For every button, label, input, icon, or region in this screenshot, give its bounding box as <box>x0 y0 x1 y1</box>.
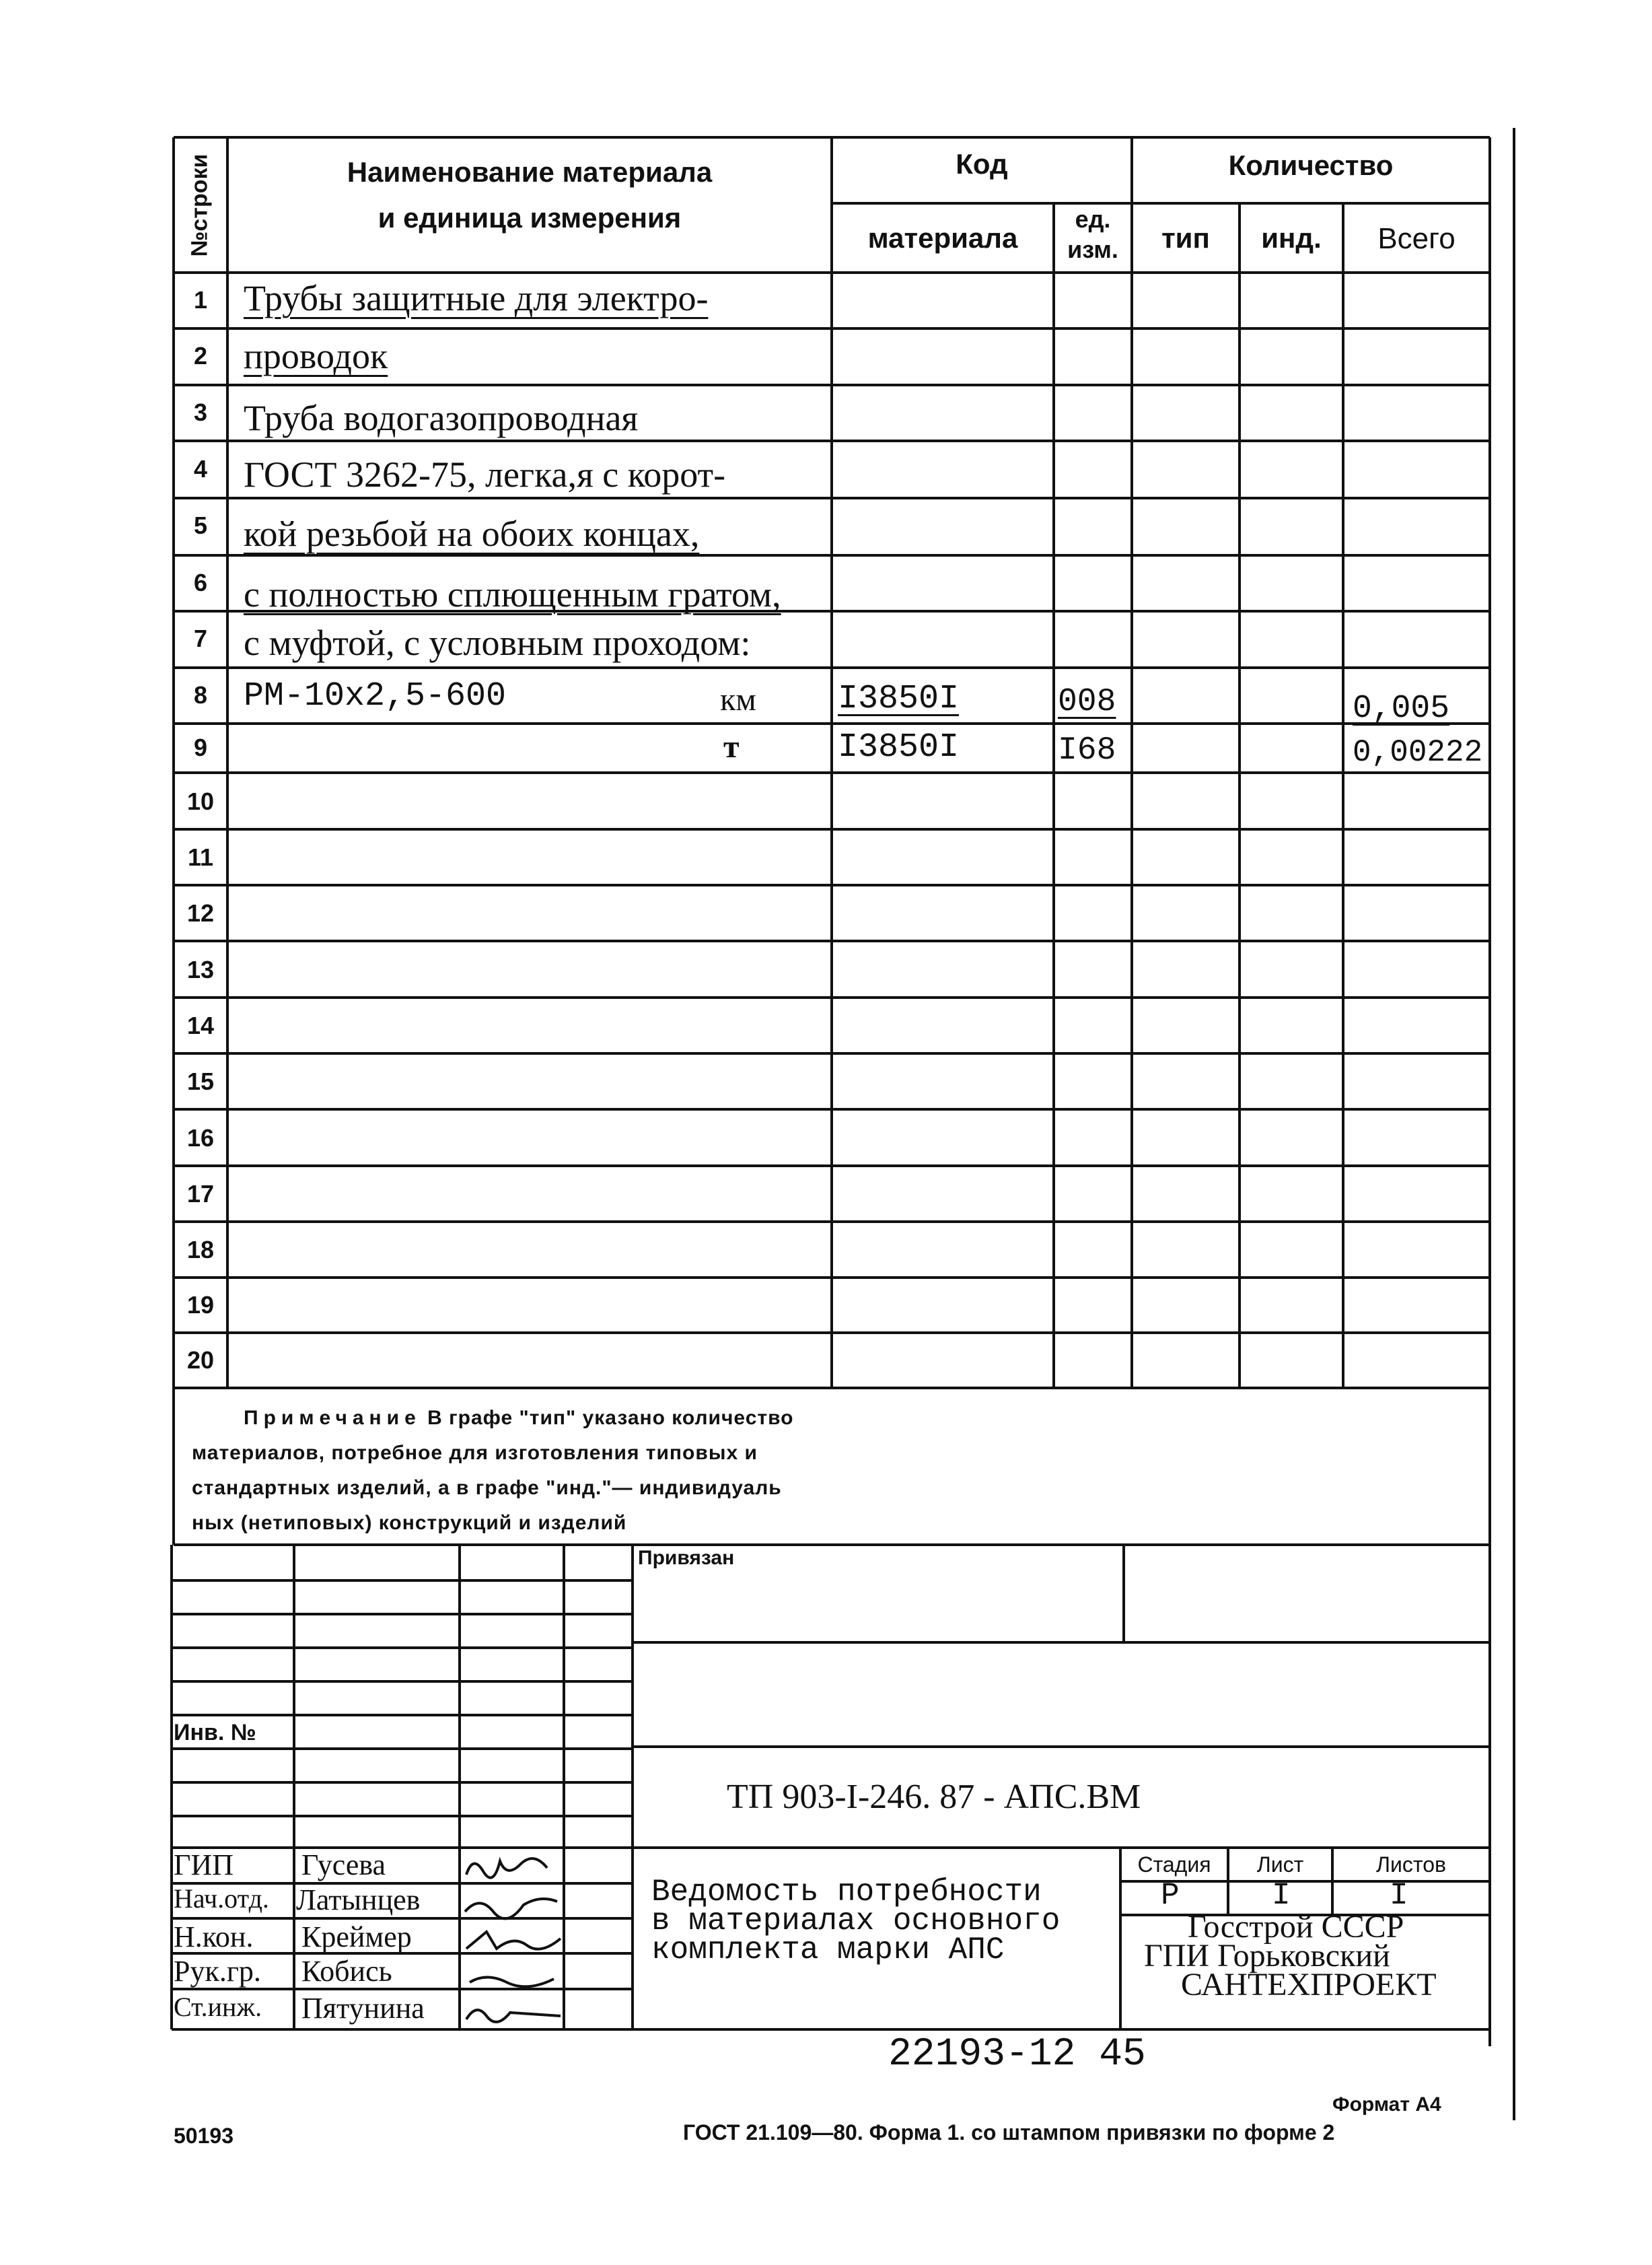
type-header: тип <box>1161 222 1210 254</box>
row-number: 20 <box>186 1346 215 1374</box>
sheets-label: Листов <box>1376 1852 1446 1877</box>
signer-name: Латынцев <box>296 1883 421 1916</box>
row-number: 12 <box>186 899 215 927</box>
row-number: 13 <box>186 956 215 983</box>
privyazan-label: Привязан <box>638 1547 735 1569</box>
signature-mark <box>466 1932 561 1949</box>
sheet-title-line1: Ведомость потребности <box>651 1875 1042 1910</box>
row-number: 19 <box>186 1291 215 1319</box>
inventory-number-label: Инв. № <box>174 1720 256 1745</box>
signature-mark <box>465 1899 557 1918</box>
row-unit-code: 008 <box>1058 684 1116 720</box>
row-number: 10 <box>186 788 215 815</box>
signatures <box>460 1848 564 2029</box>
row-unit-code: I68 <box>1058 732 1116 769</box>
row-number: 1 <box>193 286 208 314</box>
row-total: 0,005 <box>1353 691 1450 727</box>
row-no-header: №строки <box>186 153 213 257</box>
row-name: проводок <box>244 336 388 376</box>
row-number: 14 <box>186 1012 215 1039</box>
row-number: 7 <box>193 625 208 652</box>
note-line4: ных (нетиповых) конструкций и изделий <box>192 1512 627 1534</box>
document-code: ТП 903-I-246. 87 - АПС.ВМ <box>727 1778 1141 1816</box>
ind-header: инд. <box>1261 222 1322 254</box>
signature-mark <box>466 1858 547 1878</box>
row-number: 16 <box>186 1124 215 1152</box>
note-line3: стандартных изделий, а в графе "инд."— индивидуаль <box>192 1477 782 1499</box>
signer-role: Ст.инж. <box>174 1992 262 2022</box>
signature-mark <box>470 1978 554 1987</box>
row-name: Трубы защитные для электро- <box>244 278 709 318</box>
note-line2: материалов, потребное для изготовления типовых и <box>192 1442 758 1464</box>
signature-mark <box>466 2010 561 2022</box>
name-header-line1: Наименование материала <box>347 156 713 188</box>
org-line1: Госстрой СССР <box>1188 1909 1404 1945</box>
row-material-code: I3850I <box>838 680 960 718</box>
sheet-value: I <box>1272 1878 1291 1913</box>
gost-footer: ГОСТ 21.109—80. Форма 1. со штампом привязки по форме 2 <box>683 2120 1335 2145</box>
unit-code-header-line2: изм. <box>1067 236 1118 263</box>
org-line2: ГПИ Горьковский <box>1144 1938 1390 1974</box>
signer-role: Нач.отд. <box>174 1883 269 1914</box>
note-title: Примечание <box>244 1407 421 1429</box>
row-unit: км <box>720 682 756 718</box>
row-name: с полностью сплющенным гратом, <box>244 574 781 615</box>
code-header: Код <box>956 148 1008 180</box>
row-number: 18 <box>186 1236 215 1263</box>
org-line3: САНТЕХПРОЕКТ <box>1181 1967 1437 2002</box>
row-number: 3 <box>193 398 208 426</box>
stage-value: Р <box>1161 1878 1180 1913</box>
row-number: 15 <box>186 1068 215 1095</box>
signer-role: Н.кон. <box>174 1920 254 1953</box>
row-name: Труба водогазопроводная <box>244 398 639 438</box>
row-material-code: I3850I <box>838 728 960 767</box>
signer-name: Гусева <box>301 1848 386 1881</box>
row-total: 0,00222 <box>1353 735 1483 770</box>
signer-name: Креймер <box>301 1920 412 1953</box>
row-unit: т <box>723 729 740 765</box>
signer-role: Рук.гр. <box>174 1955 261 1988</box>
sheet-label: Лист <box>1256 1852 1304 1877</box>
row-name: кой резьбой на обоих концах, <box>244 514 700 554</box>
row-number: 17 <box>186 1180 215 1208</box>
signer-name: Кобись <box>301 1955 392 1988</box>
note-line1 <box>244 1407 793 1430</box>
row-name: РМ-10х2,5-600 <box>244 677 507 716</box>
row-number: 8 <box>193 681 208 709</box>
stage-label: Стадия <box>1137 1852 1211 1877</box>
row-name: с муфтой, с условным проходом: <box>244 623 751 663</box>
left-code: 50193 <box>174 2124 234 2148</box>
signer-role: ГИП <box>174 1848 234 1881</box>
row-number: 11 <box>187 843 214 871</box>
total-header: Всего <box>1377 222 1456 255</box>
format-label: Формат А4 <box>1332 2093 1441 2116</box>
sheet-title-line2: в материалах основного <box>651 1904 1061 1939</box>
unit-code-header-line1: ед. <box>1075 205 1111 233</box>
material-header: материала <box>867 222 1018 254</box>
inventory-number: 22193-12 45 <box>888 2033 1146 2077</box>
sheets-value: I <box>1390 1878 1408 1913</box>
signer-name: Пятунина <box>301 1992 425 2025</box>
name-header-line2: и единица измерения <box>378 202 682 234</box>
row-number: 5 <box>193 512 208 539</box>
row-number: 2 <box>193 342 208 370</box>
row-number: 9 <box>193 734 208 761</box>
row-number: 4 <box>193 455 208 483</box>
row-number: 6 <box>193 569 208 596</box>
row-name: ГОСТ 3262-75, легка,я с корот- <box>244 454 726 495</box>
sheet-title-line3: комплекта марки АПС <box>651 1932 1005 1967</box>
quantity-header: Количество <box>1228 149 1394 181</box>
note-line1-text: В графе "тип" указано количество <box>421 1407 794 1429</box>
